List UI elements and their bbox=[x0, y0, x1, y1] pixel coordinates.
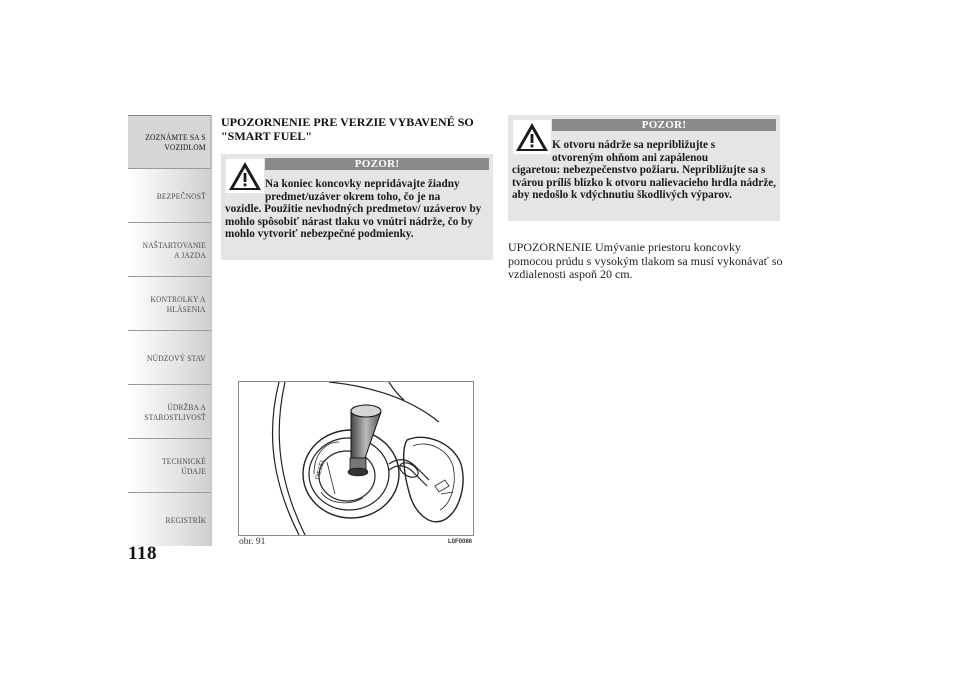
svg-text:DIESEL: DIESEL bbox=[315, 458, 327, 481]
warning-text-line: otvoreným ohňom ani zapálenou bbox=[552, 151, 709, 164]
note-text: Umývanie priestoru koncovky pomocou prúdu s vysokým tlakom sa musí vykonávať so vzdialenosti aspoň 20 cm. bbox=[508, 240, 783, 281]
tab-label: REGISTRÍK bbox=[165, 514, 206, 525]
warning-text-rest: vozidle. Použitie nevhodných predmetov/ uzáverov by mohlo spôsobiť nárast tlaku vo vnútri nádrže, čo by mohlo vytvoriť nebezpečné podmienky. bbox=[225, 203, 482, 241]
tab-label: ZOZNÁMTE SA S VOZIDLOM bbox=[145, 132, 206, 152]
chapter-tabs bbox=[128, 115, 212, 546]
tab-label: ÚDRŽBA A STAROSTLIVOSŤ bbox=[144, 401, 206, 422]
page-number: 118 bbox=[128, 543, 157, 564]
tab-registrik[interactable] bbox=[128, 492, 212, 546]
warning-text-line: K otvoru nádrže sa nepribližujte s bbox=[552, 139, 716, 151]
warning-text-line: Na koniec koncovky nepridávajte žiadny bbox=[265, 178, 460, 190]
warning-text-line: predmet/uzáver okrem toho, čo je na bbox=[265, 190, 441, 203]
warning-box-smart-fuel bbox=[221, 154, 493, 260]
tab-zoznamte-sa-s-vozidlom[interactable] bbox=[128, 115, 212, 168]
warning-text bbox=[225, 178, 489, 241]
tab-label: NÚDZOVÝ STAV bbox=[147, 352, 206, 363]
warning-text bbox=[512, 139, 776, 202]
tab-label: BEZPEČNOSŤ bbox=[156, 190, 206, 201]
cleaning-note bbox=[508, 241, 784, 282]
warning-title: POZOR! bbox=[552, 119, 776, 131]
tab-technicke-udaje[interactable] bbox=[128, 438, 212, 492]
tab-label: TECHNICKÉ ÚDAJE bbox=[162, 455, 206, 476]
tab-label: KONTROLKY A HLÁSENIA bbox=[150, 293, 206, 314]
warning-box-fire bbox=[508, 115, 780, 221]
section-heading: UPOZORNENIE PRE VERZIE VYBAVENÉ SO "SMART FUEL" bbox=[221, 115, 474, 143]
warning-text-rest: cigaretou: nebezpečenstvo požiaru. Nepribližujte sa s tvárou príliš blízko k otvoru nalievacieho hrdla nádrže, aby nedošlo k vdýchnutiu škodlivých výparov. bbox=[512, 164, 776, 202]
fuel-filler-illustration bbox=[238, 381, 474, 536]
tab-nudzovy-stav[interactable] bbox=[128, 330, 212, 384]
tab-udrzba-a-starostlivost[interactable] bbox=[128, 384, 212, 438]
figure-code: L0F0086 bbox=[448, 539, 473, 545]
note-label: UPOZORNENIE bbox=[508, 240, 592, 254]
tab-kontrolky-a-hlasenia[interactable] bbox=[128, 276, 212, 330]
tab-label: NAŠTARTOVANIE A JAZDA bbox=[142, 239, 206, 260]
figure-caption: obr. 91 bbox=[239, 537, 266, 547]
tab-bezpecnost[interactable] bbox=[128, 168, 212, 222]
warning-title: POZOR! bbox=[265, 158, 489, 170]
tab-nastartovanie-a-jazda[interactable] bbox=[128, 222, 212, 276]
